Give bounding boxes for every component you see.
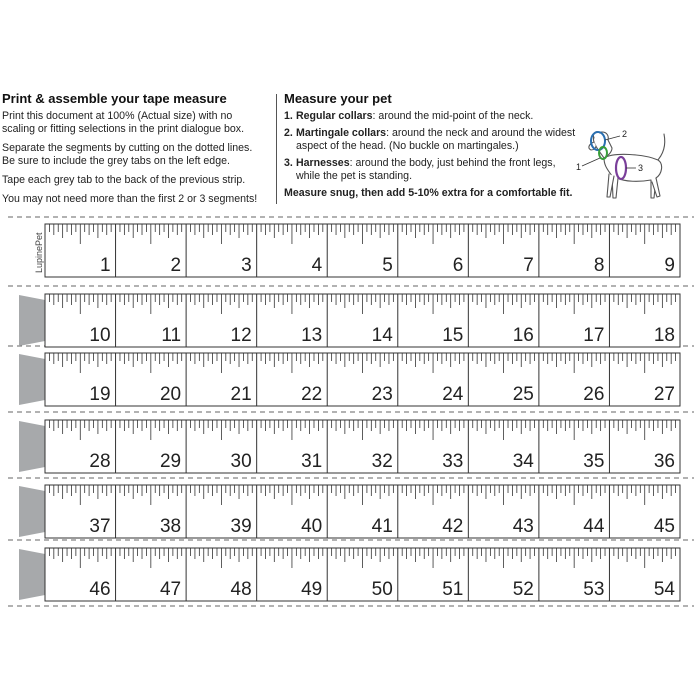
- unit-number: 16: [512, 325, 534, 346]
- glue-tab: [19, 295, 45, 346]
- unit-number: 21: [230, 384, 252, 405]
- print-paragraph-2: Separate the segments by cutting on the dotted lines. Be sure to include the grey tabs on the left edge.: [2, 142, 253, 167]
- unit-number: 25: [512, 384, 534, 405]
- unit-number: 40: [301, 516, 323, 537]
- unit-number: 15: [442, 325, 464, 346]
- unit-number: 14: [371, 325, 393, 346]
- unit-number: 26: [583, 384, 605, 405]
- print-heading: Print & assemble your tape measure: [2, 91, 227, 106]
- unit-number: 37: [89, 516, 111, 537]
- unit-number: 35: [583, 451, 605, 472]
- unit-number: 34: [512, 451, 534, 472]
- unit-number: 39: [230, 516, 252, 537]
- diagram-label-1: 1: [576, 162, 582, 172]
- unit-number: 46: [89, 579, 111, 600]
- unit-number: 5: [382, 255, 393, 276]
- unit-number: 23: [371, 384, 393, 405]
- unit-number: 20: [159, 384, 182, 405]
- unit-number: 12: [230, 325, 252, 346]
- unit-number: 31: [301, 451, 323, 472]
- unit-number: 45: [653, 516, 675, 537]
- unit-number: 48: [230, 579, 252, 600]
- unit-number: 54: [653, 579, 675, 600]
- unit-number: 30: [230, 451, 252, 472]
- brand-label: LupinePet: [34, 232, 44, 273]
- unit-number: 9: [664, 255, 675, 276]
- diagram-label-3: 3: [638, 163, 644, 173]
- unit-number: 17: [583, 325, 605, 346]
- unit-number: 11: [161, 325, 182, 346]
- unit-number: 22: [301, 384, 323, 405]
- unit-number: 13: [301, 325, 323, 346]
- unit-number: 38: [159, 516, 182, 537]
- unit-number: 41: [371, 516, 393, 537]
- unit-number: 50: [371, 579, 393, 600]
- unit-number: 28: [89, 451, 111, 472]
- measure-item-collar: 1. Regular collars: around the mid-point of the neck.: [284, 110, 534, 122]
- unit-number: 51: [442, 579, 464, 600]
- unit-number: 10: [89, 325, 111, 346]
- unit-number: 44: [583, 516, 605, 537]
- unit-number: 47: [159, 579, 182, 600]
- print-paragraph-3: Tape each grey tab to the back of the previous strip.: [2, 174, 246, 186]
- unit-number: 32: [371, 451, 393, 472]
- unit-number: 33: [442, 451, 464, 472]
- unit-number: 49: [301, 579, 323, 600]
- fit-note: Measure snug, then add 5-10% extra for a comfortable fit.: [284, 187, 573, 199]
- unit-number: 8: [593, 255, 605, 276]
- unit-number: 6: [452, 255, 464, 276]
- print-paragraph-1: Print this document at 100% (Actual size) with no scaling or fitting selections in the print dialogue box.: [2, 110, 245, 135]
- glue-tab: [19, 354, 45, 405]
- unit-number: 2: [170, 255, 182, 276]
- unit-number: 36: [653, 451, 675, 472]
- unit-number: 43: [512, 516, 534, 537]
- measure-item-martingale: 2. Martingale collars: around the neck and around the widest aspect of the head. (No buckle on martingales.): [284, 127, 576, 152]
- unit-number: 24: [442, 384, 464, 405]
- unit-number: 29: [159, 451, 182, 472]
- unit-number: 52: [512, 579, 534, 600]
- unit-number: 53: [583, 579, 605, 600]
- unit-number: 4: [311, 255, 323, 276]
- measure-item-harness: 3. Harnesses: around the body, just behind the front legs, while the pet is standing.: [284, 157, 556, 182]
- unit-number: 3: [241, 255, 252, 276]
- glue-tab: [19, 486, 45, 537]
- unit-number: 7: [523, 255, 534, 276]
- unit-number: 19: [89, 384, 111, 405]
- glue-tab: [19, 549, 45, 600]
- unit-number: 18: [653, 325, 675, 346]
- print-paragraph-4: You may not need more than the first 2 or 3 segments!: [2, 193, 258, 205]
- diagram-label-2: 2: [622, 129, 628, 139]
- unit-number: 27: [653, 384, 675, 405]
- unit-number: 1: [99, 255, 111, 276]
- unit-number: 42: [442, 516, 464, 537]
- glue-tab: [19, 421, 45, 472]
- measure-heading: Measure your pet: [284, 91, 392, 106]
